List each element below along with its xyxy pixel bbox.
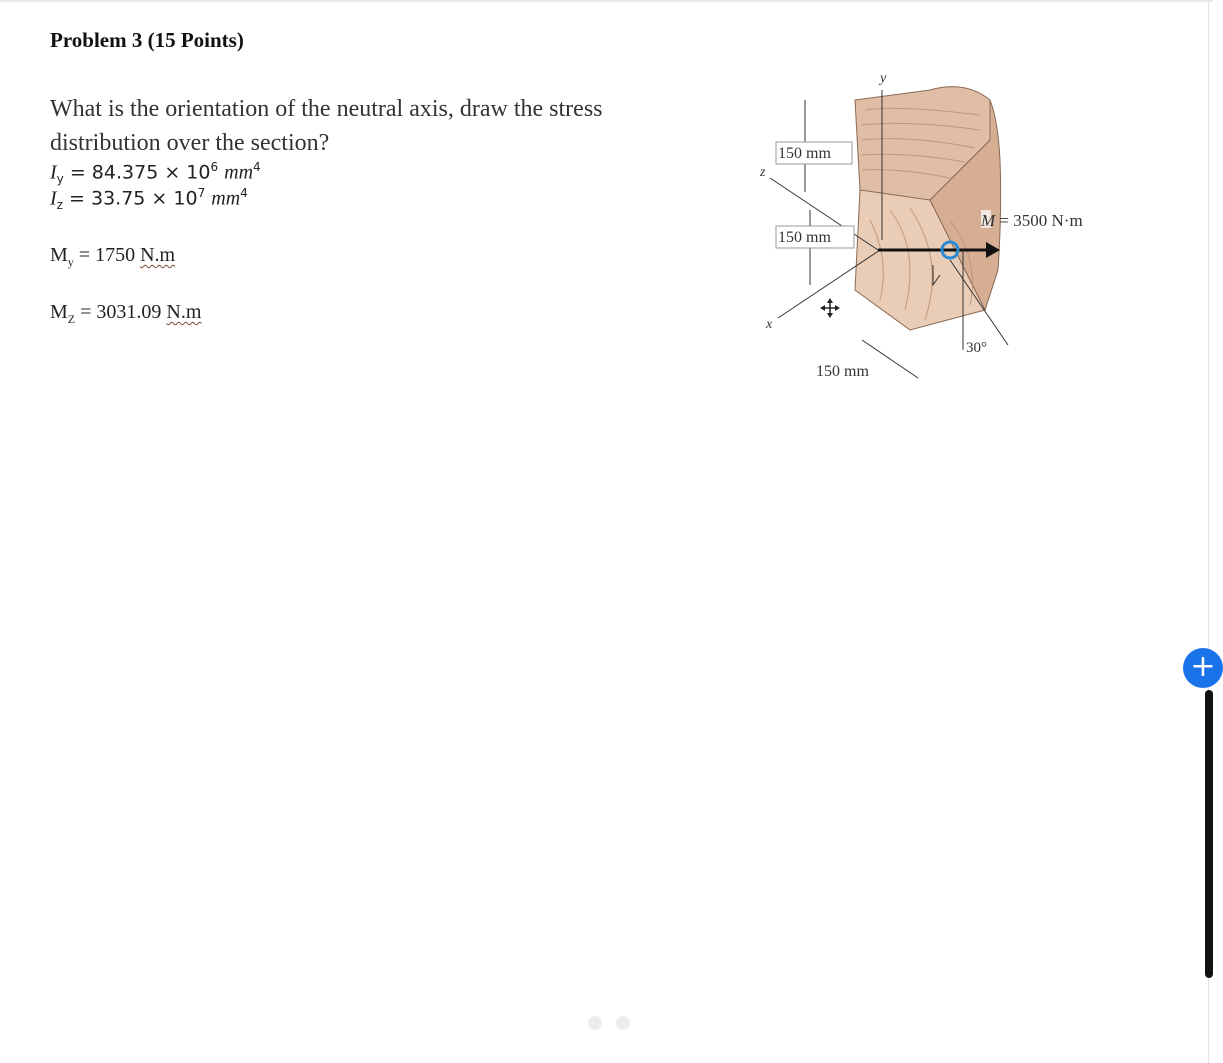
- inertia-z: [50, 186, 248, 212]
- dim-bottom-label: 150 mm: [816, 363, 869, 380]
- scrollbar[interactable]: [1205, 690, 1213, 978]
- inertia-y-unit: mm: [224, 161, 254, 184]
- z-axis-label: z: [760, 165, 766, 180]
- moment-y-text: = 1750: [73, 244, 141, 266]
- move-cursor-icon: [820, 298, 840, 318]
- dim-mid-label: 150 mm: [778, 229, 831, 246]
- moment-z-symbol: M: [50, 301, 68, 323]
- moment-z: [50, 301, 201, 327]
- pager-dot-1[interactable]: [588, 1016, 602, 1030]
- moment-label-symbol: M: [981, 211, 996, 230]
- y-axis-label: y: [880, 71, 887, 86]
- pager-dots: [588, 1016, 644, 1035]
- beam-figure: [750, 60, 1130, 400]
- inertia-z-unit-exp: 4: [240, 186, 248, 200]
- inertia-y-exp: 6: [210, 160, 219, 174]
- inertia-z-symbol: I: [50, 187, 57, 210]
- inertia-z-eq: =: [69, 187, 85, 210]
- dim-bottom-line: [862, 340, 918, 378]
- angle-label: 30°: [966, 340, 987, 356]
- inertia-z-unit: mm: [211, 187, 241, 210]
- problem-title: Problem 3 (15 Points): [50, 28, 244, 52]
- moment-z-text: = 3031.09: [75, 301, 167, 323]
- moment-y: [50, 244, 175, 270]
- problem-question: What is the orientation of the neutral axis, draw the stress distribution over the section?: [50, 96, 603, 156]
- moment-z-unit: N.m: [166, 301, 202, 323]
- moment-y-unit: N.m: [140, 244, 176, 266]
- inertia-y-unit-exp: 4: [253, 160, 261, 174]
- top-border: [0, 0, 1213, 2]
- inertia-z-value: 33.75 × 10: [91, 187, 198, 210]
- moment-label: [980, 211, 1083, 230]
- inertia-z-exp: 7: [197, 186, 206, 200]
- inertia-y: [50, 160, 261, 186]
- dim-top-label: 150 mm: [778, 145, 831, 162]
- moment-label-value: = 3500 N·m: [995, 211, 1083, 230]
- inertia-y-symbol: I: [50, 161, 57, 184]
- moment-y-sub: y: [67, 255, 74, 269]
- beam-block: [855, 87, 1001, 330]
- add-button[interactable]: +: [1183, 648, 1223, 688]
- x-axis-label: x: [766, 317, 773, 332]
- moment-z-sub: Z: [67, 312, 76, 326]
- inertia-y-sub: y: [56, 172, 64, 187]
- inertia-y-value: 84.375 × 10: [91, 161, 211, 184]
- inertia-y-eq: =: [69, 161, 86, 184]
- moment-y-symbol: M: [50, 244, 68, 266]
- inertia-z-sub: z: [56, 198, 63, 213]
- pager-dot-2[interactable]: [616, 1016, 630, 1030]
